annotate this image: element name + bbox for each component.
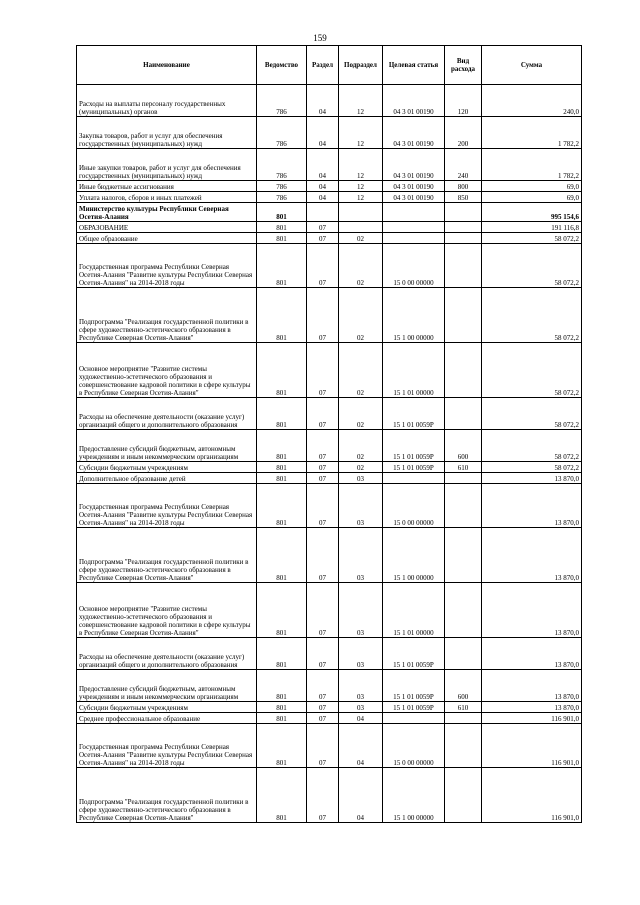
- row-podrazdel-cell: 12: [339, 192, 383, 203]
- row-summa-cell: 58 072,2: [482, 244, 582, 288]
- row-razdel-cell: 07: [307, 768, 339, 823]
- row-razdel-cell: 07: [307, 233, 339, 244]
- row-podrazdel-cell: 04: [339, 724, 383, 768]
- header-name: Наименование: [77, 46, 257, 85]
- row-summa-cell: 116 901,0: [482, 768, 582, 823]
- row-podrazdel-cell: 03: [339, 702, 383, 713]
- row-statya-cell: 04 3 01 00190: [383, 117, 445, 149]
- row-vid-cell: [445, 203, 482, 222]
- row-vedomstvo-cell: 786: [257, 117, 307, 149]
- budget-table: [76, 45, 582, 823]
- row-summa-cell: 13 870,0: [482, 484, 582, 528]
- row-name-cell: Государственная программа Республики Северная Осетия-Алания "Развитие культуры Республики Северная Осетия-Алания" на 2014-2018 годы: [77, 484, 257, 528]
- row-vid-cell: 610: [445, 462, 482, 473]
- table-row: [77, 398, 582, 430]
- row-vid-cell: 200: [445, 117, 482, 149]
- row-statya-cell: 15 1 01 00000: [383, 583, 445, 638]
- row-podrazdel-cell: [339, 222, 383, 233]
- row-vedomstvo-cell: 801: [257, 398, 307, 430]
- row-razdel-cell: 07: [307, 484, 339, 528]
- row-statya-cell: 15 1 00 00000: [383, 768, 445, 823]
- row-summa-cell: 13 870,0: [482, 670, 582, 702]
- row-podrazdel-cell: 03: [339, 670, 383, 702]
- row-vedomstvo-cell: 801: [257, 222, 307, 233]
- row-vedomstvo-cell: 801: [257, 702, 307, 713]
- row-podrazdel-cell: 02: [339, 288, 383, 343]
- row-vedomstvo-cell: 801: [257, 233, 307, 244]
- row-summa-cell: 116 901,0: [482, 713, 582, 724]
- row-vedomstvo-cell: 801: [257, 638, 307, 670]
- row-razdel-cell: 07: [307, 462, 339, 473]
- row-razdel-cell: 07: [307, 473, 339, 484]
- row-podrazdel-cell: 02: [339, 398, 383, 430]
- row-summa-cell: 58 072,2: [482, 462, 582, 473]
- row-razdel-cell: 04: [307, 149, 339, 181]
- row-name-cell: Субсидии бюджетным учреждениям: [77, 702, 257, 713]
- row-vedomstvo-cell: 801: [257, 462, 307, 473]
- row-vid-cell: [445, 288, 482, 343]
- table-row: [77, 528, 582, 583]
- table-header-row: [77, 46, 582, 85]
- row-podrazdel-cell: 03: [339, 638, 383, 670]
- row-name-cell: Иные бюджетные ассигнования: [77, 181, 257, 192]
- row-vid-cell: [445, 244, 482, 288]
- row-statya-cell: 15 0 00 00000: [383, 724, 445, 768]
- row-vedomstvo-cell: 801: [257, 473, 307, 484]
- row-summa-cell: 13 870,0: [482, 473, 582, 484]
- row-vedomstvo-cell: 801: [257, 670, 307, 702]
- row-razdel-cell: 04: [307, 181, 339, 192]
- row-vedomstvo-cell: 801: [257, 484, 307, 528]
- row-vid-cell: [445, 343, 482, 398]
- row-podrazdel-cell: 02: [339, 430, 383, 462]
- row-name-cell: Министерство культуры Республики Северная Осетия-Алания: [77, 203, 257, 222]
- row-summa-cell: 13 870,0: [482, 638, 582, 670]
- row-podrazdel-cell: 03: [339, 473, 383, 484]
- row-razdel-cell: 07: [307, 222, 339, 233]
- table-row: [77, 430, 582, 462]
- row-statya-cell: 15 1 01 0059Р: [383, 702, 445, 713]
- row-vedomstvo-cell: 801: [257, 713, 307, 724]
- table-row: [77, 768, 582, 823]
- row-name-cell: Подпрограмма "Реализация государственной политики в сфере художественно-эстетического образования в Республике Северная Осетия-Алания": [77, 288, 257, 343]
- row-statya-cell: 15 1 01 00000: [383, 343, 445, 398]
- row-summa-cell: 13 870,0: [482, 583, 582, 638]
- row-razdel-cell: 07: [307, 713, 339, 724]
- row-statya-cell: 04 3 01 00190: [383, 85, 445, 117]
- row-summa-cell: 69,0: [482, 181, 582, 192]
- row-vid-cell: 240: [445, 149, 482, 181]
- row-razdel-cell: 07: [307, 244, 339, 288]
- table-row: [77, 473, 582, 484]
- row-vid-cell: 600: [445, 670, 482, 702]
- row-razdel-cell: 04: [307, 85, 339, 117]
- row-razdel-cell: 07: [307, 583, 339, 638]
- row-statya-cell: [383, 473, 445, 484]
- header-razdel: Раздел: [307, 46, 339, 85]
- row-statya-cell: [383, 713, 445, 724]
- row-vid-cell: 600: [445, 430, 482, 462]
- table-row: [77, 233, 582, 244]
- table-row: [77, 713, 582, 724]
- row-vedomstvo-cell: 786: [257, 149, 307, 181]
- row-podrazdel-cell: 12: [339, 149, 383, 181]
- row-name-cell: Расходы на обеспечение деятельности (оказание услуг) организаций общего и дополнительного образования: [77, 398, 257, 430]
- row-name-cell: Предоставление субсидий бюджетным, автономным учреждениям и иным некоммерческим организациям: [77, 670, 257, 702]
- row-statya-cell: [383, 203, 445, 222]
- row-summa-cell: 58 072,2: [482, 288, 582, 343]
- row-vedomstvo-cell: 801: [257, 430, 307, 462]
- table-row: [77, 85, 582, 117]
- row-name-cell: Иные закупки товаров, работ и услуг для обеспечения государственных (муниципальных) нужд: [77, 149, 257, 181]
- table-row: [77, 462, 582, 473]
- row-razdel-cell: 07: [307, 670, 339, 702]
- row-razdel-cell: 07: [307, 398, 339, 430]
- row-razdel-cell: 07: [307, 288, 339, 343]
- table-row: [77, 149, 582, 181]
- row-vid-cell: 850: [445, 192, 482, 203]
- row-summa-cell: 13 870,0: [482, 528, 582, 583]
- row-summa-cell: 240,0: [482, 85, 582, 117]
- row-razdel-cell: 04: [307, 117, 339, 149]
- row-summa-cell: 995 154,6: [482, 203, 582, 222]
- row-summa-cell: 1 782,2: [482, 149, 582, 181]
- row-name-cell: Закупка товаров, работ и услуг для обеспечения государственных (муниципальных) нужд: [77, 117, 257, 149]
- row-razdel-cell: 07: [307, 430, 339, 462]
- header-vedomstvo: Ведомство: [257, 46, 307, 85]
- row-name-cell: Предоставление субсидий бюджетным, автономным учреждениям и иным некоммерческим организациям: [77, 430, 257, 462]
- row-summa-cell: 191 116,8: [482, 222, 582, 233]
- row-podrazdel-cell: 12: [339, 117, 383, 149]
- row-vid-cell: 610: [445, 702, 482, 713]
- row-statya-cell: 15 1 01 0059Р: [383, 670, 445, 702]
- row-name-cell: Основное мероприятие "Развитие системы художественно-эстетического образования и совершенствование кадровой политики в сфере культуры в Республике Северная Осетия-Алания": [77, 583, 257, 638]
- row-statya-cell: 15 1 00 00000: [383, 288, 445, 343]
- row-name-cell: Государственная программа Республики Северная Осетия-Алания "Развитие культуры Республики Северная Осетия-Алания" на 2014-2018 годы: [77, 724, 257, 768]
- row-podrazdel-cell: 12: [339, 85, 383, 117]
- row-vid-cell: [445, 724, 482, 768]
- row-summa-cell: 13 870,0: [482, 702, 582, 713]
- header-statya: Целевая статья: [383, 46, 445, 85]
- row-statya-cell: 15 1 00 00000: [383, 528, 445, 583]
- row-name-cell: ОБРАЗОВАНИЕ: [77, 222, 257, 233]
- table-row: [77, 222, 582, 233]
- table-row: [77, 702, 582, 713]
- row-vedomstvo-cell: 801: [257, 768, 307, 823]
- row-podrazdel-cell: 02: [339, 462, 383, 473]
- row-razdel-cell: 07: [307, 638, 339, 670]
- table-row: [77, 724, 582, 768]
- row-summa-cell: 58 072,2: [482, 343, 582, 398]
- row-name-cell: Основное мероприятие "Развитие системы художественно-эстетического образования и совершенствование кадровой политики в сфере культуры в Республике Северная Осетия-Алания": [77, 343, 257, 398]
- row-summa-cell: 69,0: [482, 192, 582, 203]
- row-razdel-cell: 07: [307, 528, 339, 583]
- row-vid-cell: 800: [445, 181, 482, 192]
- row-statya-cell: 04 3 01 00190: [383, 192, 445, 203]
- row-vedomstvo-cell: 801: [257, 203, 307, 222]
- row-vedomstvo-cell: 801: [257, 724, 307, 768]
- row-razdel-cell: 07: [307, 702, 339, 713]
- row-podrazdel-cell: 04: [339, 713, 383, 724]
- row-statya-cell: 15 1 01 0059Р: [383, 398, 445, 430]
- row-vid-cell: [445, 713, 482, 724]
- row-vid-cell: [445, 638, 482, 670]
- row-vid-cell: [445, 768, 482, 823]
- row-vedomstvo-cell: 801: [257, 343, 307, 398]
- row-razdel-cell: 04: [307, 192, 339, 203]
- row-razdel-cell: 07: [307, 724, 339, 768]
- table-row: [77, 638, 582, 670]
- row-statya-cell: 15 1 01 0059Р: [383, 462, 445, 473]
- row-statya-cell: [383, 233, 445, 244]
- header-vid: Вид расхода: [445, 46, 482, 85]
- row-summa-cell: 58 072,2: [482, 233, 582, 244]
- row-vid-cell: [445, 233, 482, 244]
- row-summa-cell: 58 072,2: [482, 398, 582, 430]
- row-summa-cell: 58 072,2: [482, 430, 582, 462]
- table-row: [77, 583, 582, 638]
- table-row: [77, 181, 582, 192]
- row-name-cell: Уплата налогов, сборов и иных платежей: [77, 192, 257, 203]
- row-vid-cell: [445, 484, 482, 528]
- row-vid-cell: [445, 583, 482, 638]
- row-podrazdel-cell: 04: [339, 768, 383, 823]
- table-row: [77, 343, 582, 398]
- header-summa: Сумма: [482, 46, 582, 85]
- row-podrazdel-cell: 02: [339, 233, 383, 244]
- table-row: [77, 192, 582, 203]
- table-row: [77, 203, 582, 222]
- row-podrazdel-cell: 02: [339, 244, 383, 288]
- row-name-cell: Государственная программа Республики Северная Осетия-Алания "Развитие культуры Республики Северная Осетия-Алания" на 2014-2018 годы: [77, 244, 257, 288]
- row-statya-cell: 15 0 00 00000: [383, 244, 445, 288]
- row-name-cell: Общее образование: [77, 233, 257, 244]
- row-vid-cell: [445, 473, 482, 484]
- row-vid-cell: 120: [445, 85, 482, 117]
- table-row: [77, 484, 582, 528]
- row-podrazdel-cell: 03: [339, 583, 383, 638]
- row-vedomstvo-cell: 801: [257, 288, 307, 343]
- row-podrazdel-cell: 12: [339, 181, 383, 192]
- header-podrazdel: Подраздел: [339, 46, 383, 85]
- table-row: [77, 670, 582, 702]
- row-vedomstvo-cell: 801: [257, 528, 307, 583]
- row-summa-cell: 116 901,0: [482, 724, 582, 768]
- row-razdel-cell: 07: [307, 343, 339, 398]
- row-name-cell: Подпрограмма "Реализация государственной политики в сфере художественно-эстетического образования в Республике Северная Осетия-Алания": [77, 768, 257, 823]
- row-podrazdel-cell: 03: [339, 484, 383, 528]
- row-podrazdel-cell: 02: [339, 343, 383, 398]
- row-name-cell: Субсидии бюджетным учреждениям: [77, 462, 257, 473]
- row-podrazdel-cell: [339, 203, 383, 222]
- row-vedomstvo-cell: 786: [257, 192, 307, 203]
- row-name-cell: Дополнительное образование детей: [77, 473, 257, 484]
- table-row: [77, 117, 582, 149]
- table-row: [77, 244, 582, 288]
- row-vedomstvo-cell: 786: [257, 181, 307, 192]
- table-row: [77, 288, 582, 343]
- row-vedomstvo-cell: 801: [257, 244, 307, 288]
- row-vid-cell: [445, 398, 482, 430]
- row-name-cell: Расходы на обеспечение деятельности (оказание услуг) организаций общего и дополнительного образования: [77, 638, 257, 670]
- row-statya-cell: [383, 222, 445, 233]
- row-vedomstvo-cell: 801: [257, 583, 307, 638]
- row-name-cell: Среднее профессиональное образование: [77, 713, 257, 724]
- row-statya-cell: 15 1 01 0059Р: [383, 638, 445, 670]
- row-statya-cell: 04 3 01 00190: [383, 149, 445, 181]
- row-name-cell: Подпрограмма "Реализация государственной политики в сфере художественно-эстетического образования в Республике Северная Осетия-Алания": [77, 528, 257, 583]
- row-summa-cell: 1 782,2: [482, 117, 582, 149]
- row-vid-cell: [445, 222, 482, 233]
- row-name-cell: Расходы на выплаты персоналу государственных (муниципальных) органов: [77, 85, 257, 117]
- row-vedomstvo-cell: 786: [257, 85, 307, 117]
- row-razdel-cell: [307, 203, 339, 222]
- row-statya-cell: 04 3 01 00190: [383, 181, 445, 192]
- row-podrazdel-cell: 03: [339, 528, 383, 583]
- page-number: 159: [313, 33, 327, 43]
- row-statya-cell: 15 1 01 0059Р: [383, 430, 445, 462]
- row-statya-cell: 15 0 00 00000: [383, 484, 445, 528]
- row-vid-cell: [445, 528, 482, 583]
